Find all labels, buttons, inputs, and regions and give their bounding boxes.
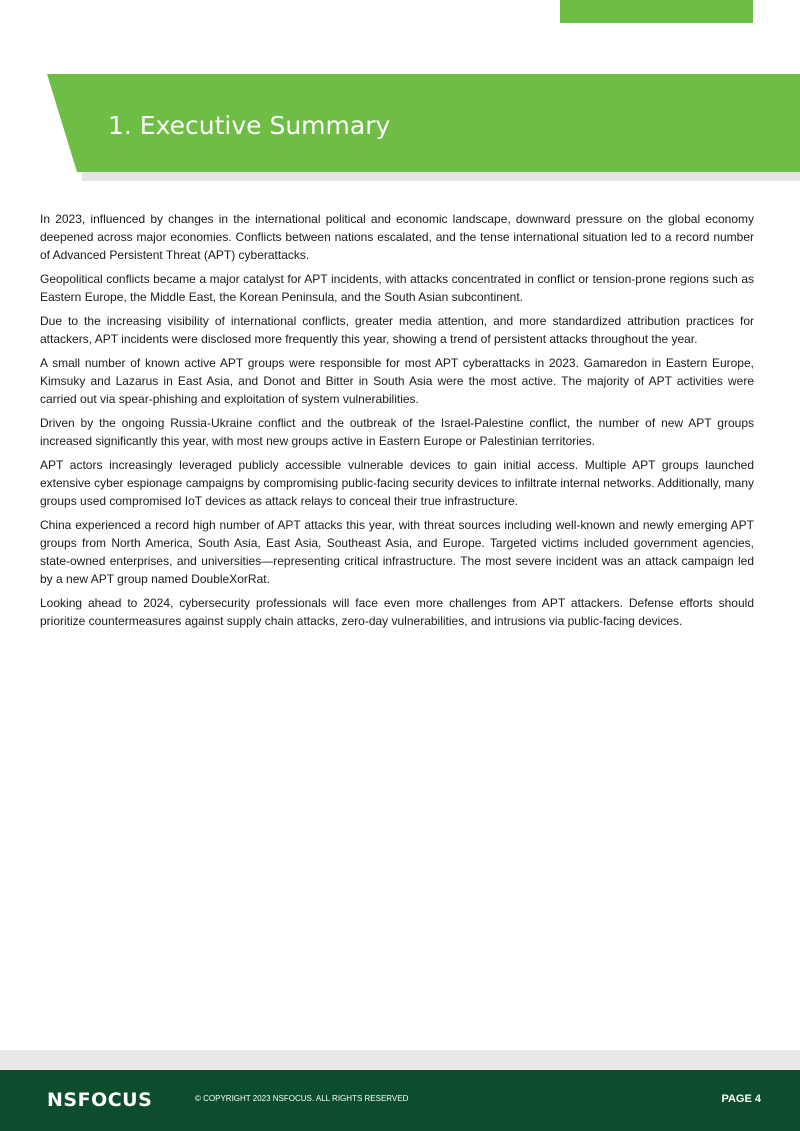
page-footer [0,1070,800,1131]
paragraph: In 2023, influenced by changes in the international political and economic landscape, downward pressure on the global economy deepened across major economies. Conflicts between nations escalated, and the tense international situation led to a record number of Advanced Persistent Threat (APT) cyberattacks. [40,212,754,262]
paragraph: Looking ahead to 2024, cybersecurity professionals will face even more challenges from APT attackers. Defense efforts should prioritize countermeasures against supply chain attacks, zero-day vulnerabilities, and intrusions via public-facing devices. [40,596,754,628]
paragraph: A small number of known active APT groups were responsible for most APT cyberattacks in 2023. Gamaredon in Eastern Europe, Kimsuky and Lazarus in East Asia, and Donot and Bitter in South Asia were the most active. The majority of APT activities were carried out via spear-phishing and exploitation of system vulnerabilities. [40,356,754,406]
copyright-notice: © COPYRIGHT 2023 NSFOCUS. ALL RIGHTS RESERVED [195,1094,409,1103]
page-number: PAGE 4 [721,1093,761,1105]
paragraph: China experienced a record high number of APT attacks this year, with threat sources including well-known and newly emerging APT groups from North America, South Asia, East Asia, Southeast Asia, and Europe. Targeted victims included government agencies, state-owned enterprises, and universities—representing critical infrastructure. The most severe incident was an attack campaign led by a new APT group named DoubleXorRat. [40,518,754,586]
nsfocus-logo: NSFOCUS [47,1089,153,1111]
paragraph: Due to the increasing visibility of international conflicts, greater media attention, and more standardized attribution practices for attackers, APT incidents were disclosed more frequently this year, showing a trend of persistent attacks throughout the year. [40,314,754,346]
document-body [40,210,754,636]
paragraph: Geopolitical conflicts became a major catalyst for APT incidents, with attacks concentrated in conflict or tension-prone regions such as Eastern Europe, the Middle East, the Korean Peninsula, and the South Asian subcontinent. [40,272,754,304]
paragraph: Driven by the ongoing Russia-Ukraine conflict and the outbreak of the Israel-Palestine conflict, the number of new APT groups increased significantly this year, with most new groups active in Eastern Europe or Palestinian territories. [40,416,754,448]
section-banner-shadow [82,171,800,181]
header-tab-decoration [560,0,753,23]
footer-band [0,1050,800,1070]
section-title: 1. Executive Summary [108,111,391,140]
paragraph: APT actors increasingly leveraged publicly accessible vulnerable devices to gain initial access. Multiple APT groups launched extensive cyber espionage campaigns by compromising public-facing security devices to infiltrate internal networks. Additionally, many groups used compromised IoT devices as attack relays to conceal their true infrastructure. [40,458,754,508]
